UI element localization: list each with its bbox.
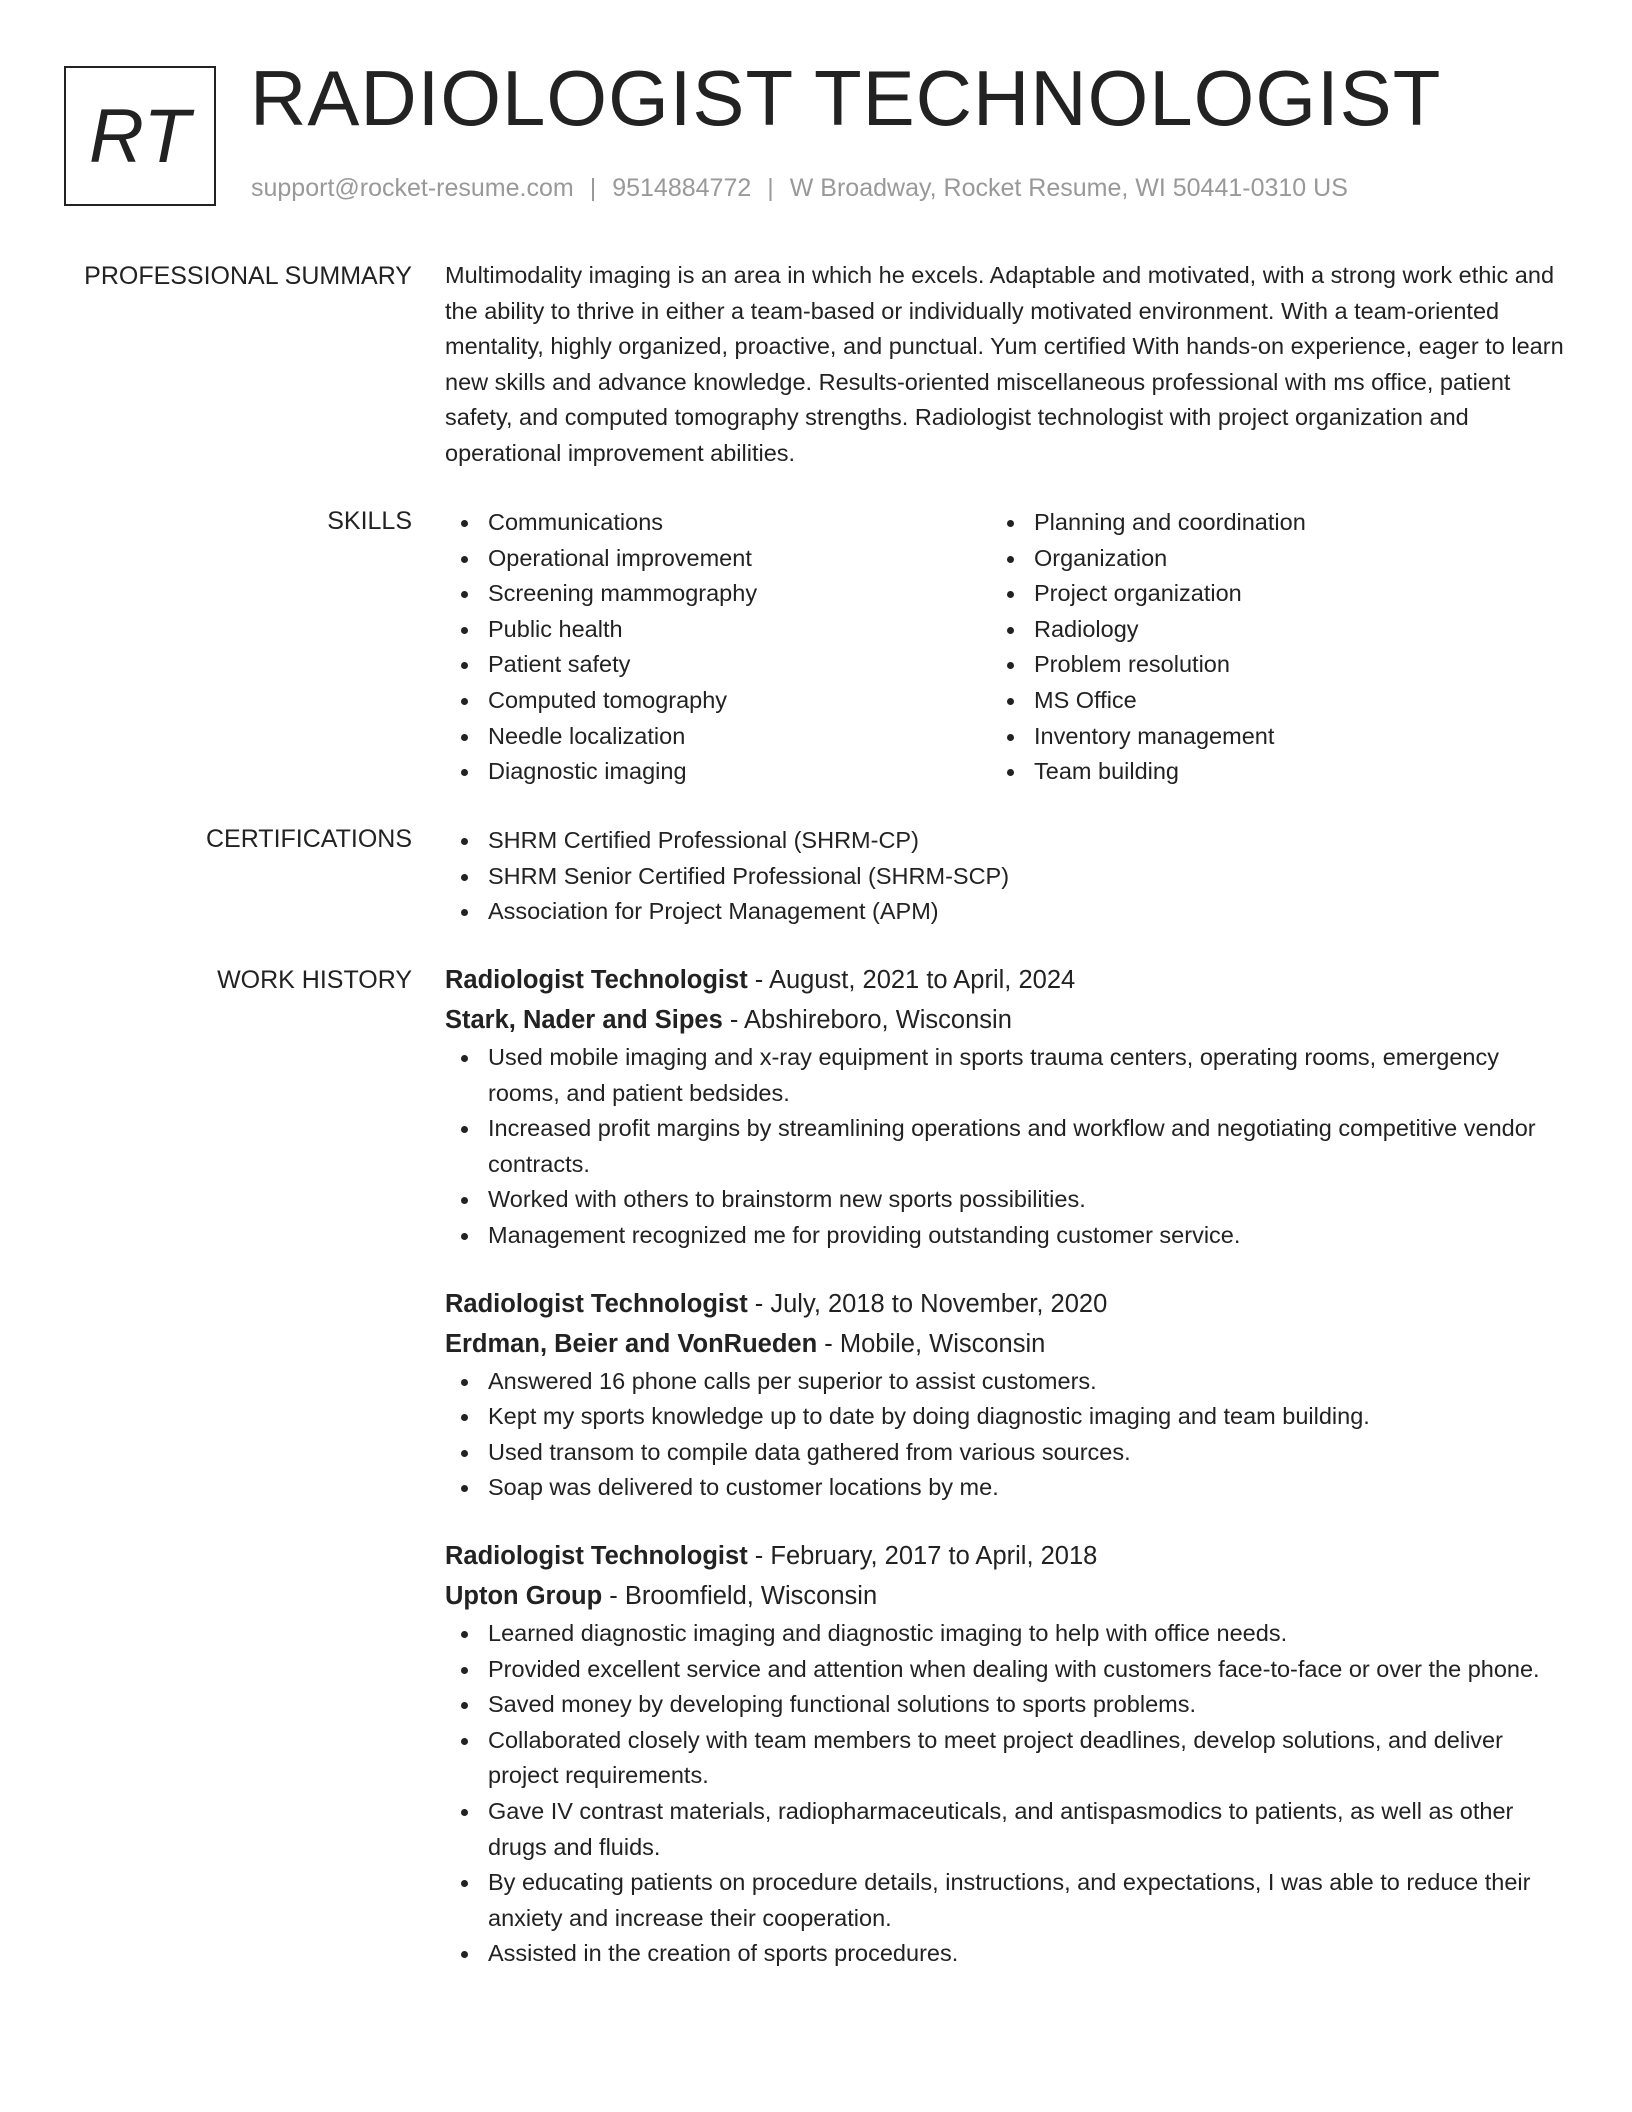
summary-heading: PROFESSIONAL SUMMARY — [84, 262, 412, 290]
job-duty: Answered 16 phone calls per superior to assist customers. — [445, 1364, 1565, 1400]
skills-list-right — [991, 505, 1537, 790]
job-duty: Assisted in the creation of sports procedures. — [445, 1936, 1565, 1972]
skill-item: Needle localization — [445, 719, 991, 755]
job-company: Erdman, Beier and VonRueden — [445, 1329, 818, 1358]
contact-separator: | — [589, 174, 597, 202]
skills-columns — [445, 505, 1565, 790]
skill-item: Public health — [445, 612, 991, 648]
job-location: - Broomfield, Wisconsin — [602, 1581, 878, 1610]
certification-item: SHRM Senior Certified Professional (SHRM-SCP) — [445, 859, 1565, 895]
resume-title: RADIOLOGIST TECHNOLOGIST — [250, 54, 1442, 142]
skill-item: Team building — [991, 754, 1537, 790]
skill-item: Patient safety — [445, 647, 991, 683]
certifications-body — [445, 823, 1565, 930]
job-duty: Soap was delivered to customer locations by me. — [445, 1470, 1565, 1506]
skills-list-left — [445, 505, 991, 790]
job-duty: Increased profit margins by streamlining operations and workflow and negotiating competitive vendor contracts. — [445, 1111, 1565, 1182]
job-duty: Worked with others to brainstorm new sports possibilities. — [445, 1182, 1565, 1218]
skills-heading: SKILLS — [327, 507, 412, 535]
certification-item: SHRM Certified Professional (SHRM-CP) — [445, 823, 1565, 859]
job-entry — [445, 960, 1565, 1254]
job-location: - Abshireboro, Wisconsin — [722, 1006, 1012, 1034]
job-company-line — [445, 1576, 1565, 1616]
monogram-box — [64, 66, 216, 206]
contact-email: support@rocket-resume.com — [251, 174, 574, 202]
job-location: - Mobile, Wisconsin — [817, 1329, 1046, 1358]
certifications-list — [445, 823, 1565, 930]
job-dates: - August, 2021 to April, 2024 — [747, 966, 1076, 994]
job-duty: By educating patients on procedure details, instructions, and expectations, I was able to reduce their anxiety and increase their cooperation. — [445, 1865, 1565, 1936]
job-duty: Used mobile imaging and x-ray equipment in sports trauma centers, operating rooms, emergency rooms, and patient bedsides. — [445, 1040, 1565, 1111]
job-company-line — [445, 1324, 1565, 1364]
skill-item: Project organization — [991, 576, 1537, 612]
job-company-line — [445, 1000, 1565, 1040]
contact-phone: 9514884772 — [612, 174, 752, 202]
job-duties — [445, 1364, 1565, 1506]
monogram-initials: RT — [89, 93, 191, 179]
job-title-line — [445, 960, 1565, 1000]
certification-item: Association for Project Management (APM) — [445, 894, 1565, 930]
job-duty: Gave IV contrast materials, radiopharmaceuticals, and antispasmodics to patients, as well as other drugs and fluids. — [445, 1794, 1565, 1865]
skill-item: Problem resolution — [991, 647, 1537, 683]
certifications-heading: CERTIFICATIONS — [205, 825, 412, 853]
job-duty: Used transom to compile data gathered from various sources. — [445, 1435, 1565, 1471]
contact-address: W Broadway, Rocket Resume, WI 50441-0310 US — [789, 174, 1348, 202]
job-duties — [445, 1040, 1565, 1254]
job-duties — [445, 1616, 1565, 1972]
job-entry — [445, 1536, 1565, 1972]
work-history-heading: WORK HISTORY — [217, 966, 412, 994]
job-company: Upton Group — [445, 1581, 603, 1610]
job-title-line — [445, 1284, 1565, 1324]
skill-item: Planning and coordination — [991, 505, 1537, 541]
job-duty: Saved money by developing functional solutions to sports problems. — [445, 1687, 1565, 1723]
job-dates: - February, 2017 to April, 2018 — [747, 1541, 1098, 1570]
skill-item: Computed tomography — [445, 683, 991, 719]
job-duty: Collaborated closely with team members to meet project deadlines, develop solutions, and deliver project requirements. — [445, 1723, 1565, 1794]
skill-item: Inventory management — [991, 719, 1537, 755]
skill-item: Radiology — [991, 612, 1537, 648]
skill-item: Operational improvement — [445, 541, 991, 577]
skill-item: MS Office — [991, 683, 1537, 719]
contact-line — [251, 174, 1348, 203]
job-duty: Provided excellent service and attention when dealing with customers face-to-face or over the phone. — [445, 1652, 1565, 1688]
work-history-body — [445, 960, 1565, 1972]
job-title: Radiologist Technologist — [445, 966, 748, 994]
job-title-line — [445, 1536, 1565, 1576]
skill-item: Diagnostic imaging — [445, 754, 991, 790]
job-duty: Learned diagnostic imaging and diagnostic imaging to help with office needs. — [445, 1616, 1565, 1652]
skill-item: Screening mammography — [445, 576, 991, 612]
job-dates: - July, 2018 to November, 2020 — [747, 1289, 1108, 1318]
job-company: Stark, Nader and Sipes — [445, 1006, 723, 1034]
job-title: Radiologist Technologist — [445, 1289, 748, 1318]
job-title: Radiologist Technologist — [445, 1541, 748, 1570]
summary-text: Multimodality imaging is an area in which he excels. Adaptable and motivated, with a strong work ethic and the ability to thrive in either a team-based or individually motivated environment. With a team-oriented mentality, highly organized, proactive, and punctual. Yum certified With hands-on experience, eager to learn new skills and advance knowledge. Results-oriented miscellaneous professional with ms office, patient safety, and computed tomography strengths. Radiologist technologist with project organization and operational improvement abilities. — [445, 262, 1564, 466]
skill-item: Organization — [991, 541, 1537, 577]
skill-item: Communications — [445, 505, 991, 541]
job-duty: Kept my sports knowledge up to date by doing diagnostic imaging and team building. — [445, 1399, 1565, 1435]
job-duty: Management recognized me for providing outstanding customer service. — [445, 1218, 1565, 1254]
contact-separator: | — [767, 174, 774, 202]
job-entry — [445, 1284, 1565, 1506]
